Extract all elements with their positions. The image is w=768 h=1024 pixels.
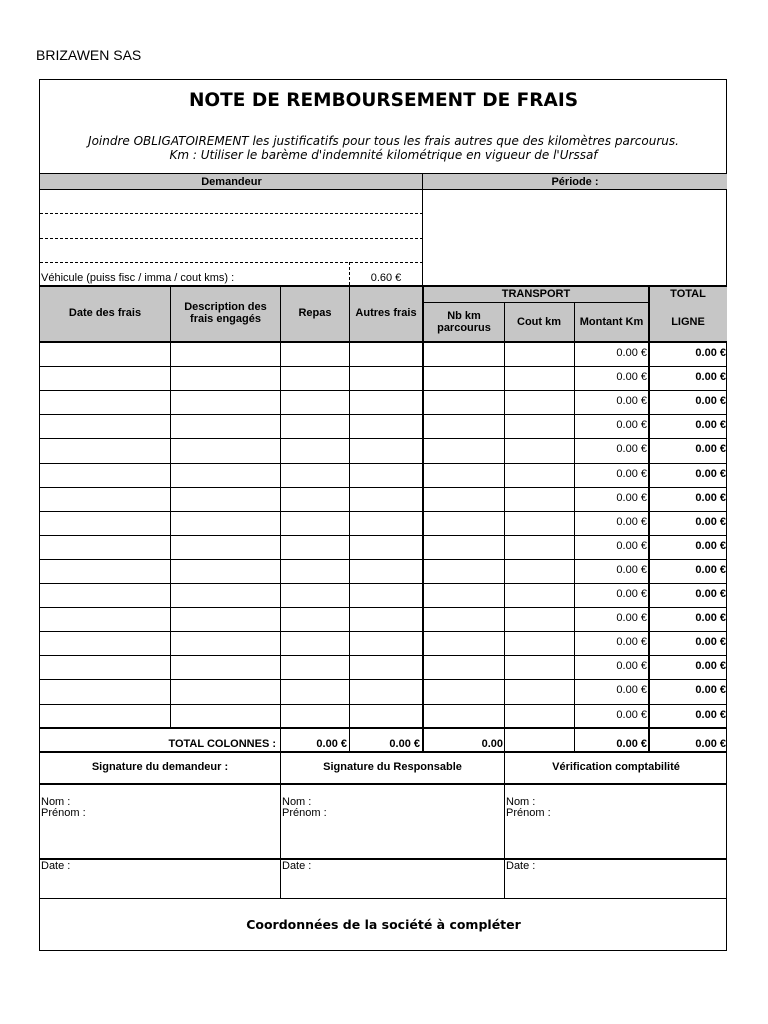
totals-label: TOTAL COLONNES : [168,738,276,750]
row-total: 0.00 € [695,588,726,600]
row-total: 0.00 € [695,540,726,552]
col-other: Autres frais [355,307,417,319]
row-separator [40,366,727,367]
row-total: 0.00 € [695,612,726,624]
row-total: 0.00 € [695,636,726,648]
form-border [39,79,727,951]
row-total: 0.00 € [695,660,726,672]
row-separator [40,463,727,464]
col-amount-km: Montant Km [579,316,644,328]
row-amount-km: 0.00 € [616,419,647,431]
row-separator [40,535,727,536]
col-total-bottom: LIGNE [671,316,705,328]
row-amount-km: 0.00 € [616,612,647,624]
row-separator [40,487,727,488]
signature-manager-title: Signature du Responsable [323,761,462,773]
row-amount-km: 0.00 € [616,684,647,696]
requester-header: Demandeur [201,176,262,188]
row-separator [40,679,727,680]
row-separator [40,631,727,632]
col-transport: TRANSPORT [501,288,571,300]
company-name: BRIZAWEN SAS [36,47,142,63]
row-total: 0.00 € [695,516,726,528]
row-amount-km: 0.00 € [616,660,647,672]
row-total: 0.00 € [695,395,726,407]
row-amount-km: 0.00 € [616,588,647,600]
vehicle-label: Véhicule (puiss fisc / imma / cout kms) : [41,272,235,284]
requester-line-2[interactable] [40,238,423,239]
row-amount-km: 0.00 € [616,443,647,455]
row-separator [40,414,727,415]
col-meals: Repas [298,307,332,319]
row-amount-km: 0.00 € [616,492,647,504]
instruction-line-2: Km : Utiliser le barème d'indemnité kilométrique en vigueur de l'Urssaf [169,148,598,162]
accounting-firstname-label: Prénom : [506,807,551,819]
manager-date-label: Date : [282,860,312,872]
row-separator [40,583,727,584]
form-title: NOTE DE REMBOURSEMENT DE FRAIS [188,90,579,111]
total-other: 0.00 € [389,738,420,750]
col-cost-km: Cout km [517,316,561,328]
accounting-name-label: Nom : [506,796,536,808]
row-amount-km: 0.00 € [616,371,647,383]
signature-requester-title: Signature du demandeur : [91,761,229,773]
row-separator [40,655,727,656]
row-total: 0.00 € [695,371,726,383]
row-total: 0.00 € [695,419,726,431]
row-total: 0.00 € [695,709,726,721]
requester-date-label: Date : [41,860,71,872]
row-separator [40,438,727,439]
row-total: 0.00 € [695,684,726,696]
requester-line-3[interactable] [40,262,423,263]
row-separator [40,559,727,560]
accounting-date-label: Date : [506,860,536,872]
col-date: Date des frais [68,307,142,319]
row-total: 0.00 € [695,443,726,455]
row-amount-km: 0.00 € [616,636,647,648]
col-km: Nb km parcourus [437,310,491,334]
manager-name-label: Nom : [282,796,312,808]
total-km: 0.00 [481,738,503,750]
col-total-top: TOTAL [670,288,706,300]
row-separator [40,704,727,705]
vehicle-rate[interactable]: 0.60 € [370,272,402,284]
row-separator [40,390,727,391]
row-amount-km: 0.00 € [616,516,647,528]
total-amount-km: 0.00 € [616,738,647,750]
row-amount-km: 0.00 € [616,395,647,407]
row-amount-km: 0.00 € [616,540,647,552]
row-total: 0.00 € [695,347,726,359]
row-separator [40,607,727,608]
total-meals: 0.00 € [316,738,347,750]
row-amount-km: 0.00 € [616,468,647,480]
instruction-line-1: Joindre OBLIGATOIREMENT les justificatifs pour tous les frais autres que des kilomètres parcourus. [88,134,679,148]
row-total: 0.00 € [695,492,726,504]
row-amount-km: 0.00 € [616,347,647,359]
row-total: 0.00 € [695,468,726,480]
requester-firstname-label: Prénom : [41,807,86,819]
signature-accounting-title: Vérification comptabilité [552,761,680,773]
row-total: 0.00 € [695,564,726,576]
manager-firstname-label: Prénom : [282,807,327,819]
period-header: Période : [551,176,599,188]
total-grand: 0.00 € [695,738,726,750]
row-amount-km: 0.00 € [616,709,647,721]
requester-name-label: Nom : [41,796,71,808]
requester-line-1[interactable] [40,213,423,214]
row-separator [40,511,727,512]
row-amount-km: 0.00 € [616,564,647,576]
company-details-footer: Coordonnées de la société à compléter [246,917,521,932]
col-description: Description des frais engagés [184,301,267,325]
